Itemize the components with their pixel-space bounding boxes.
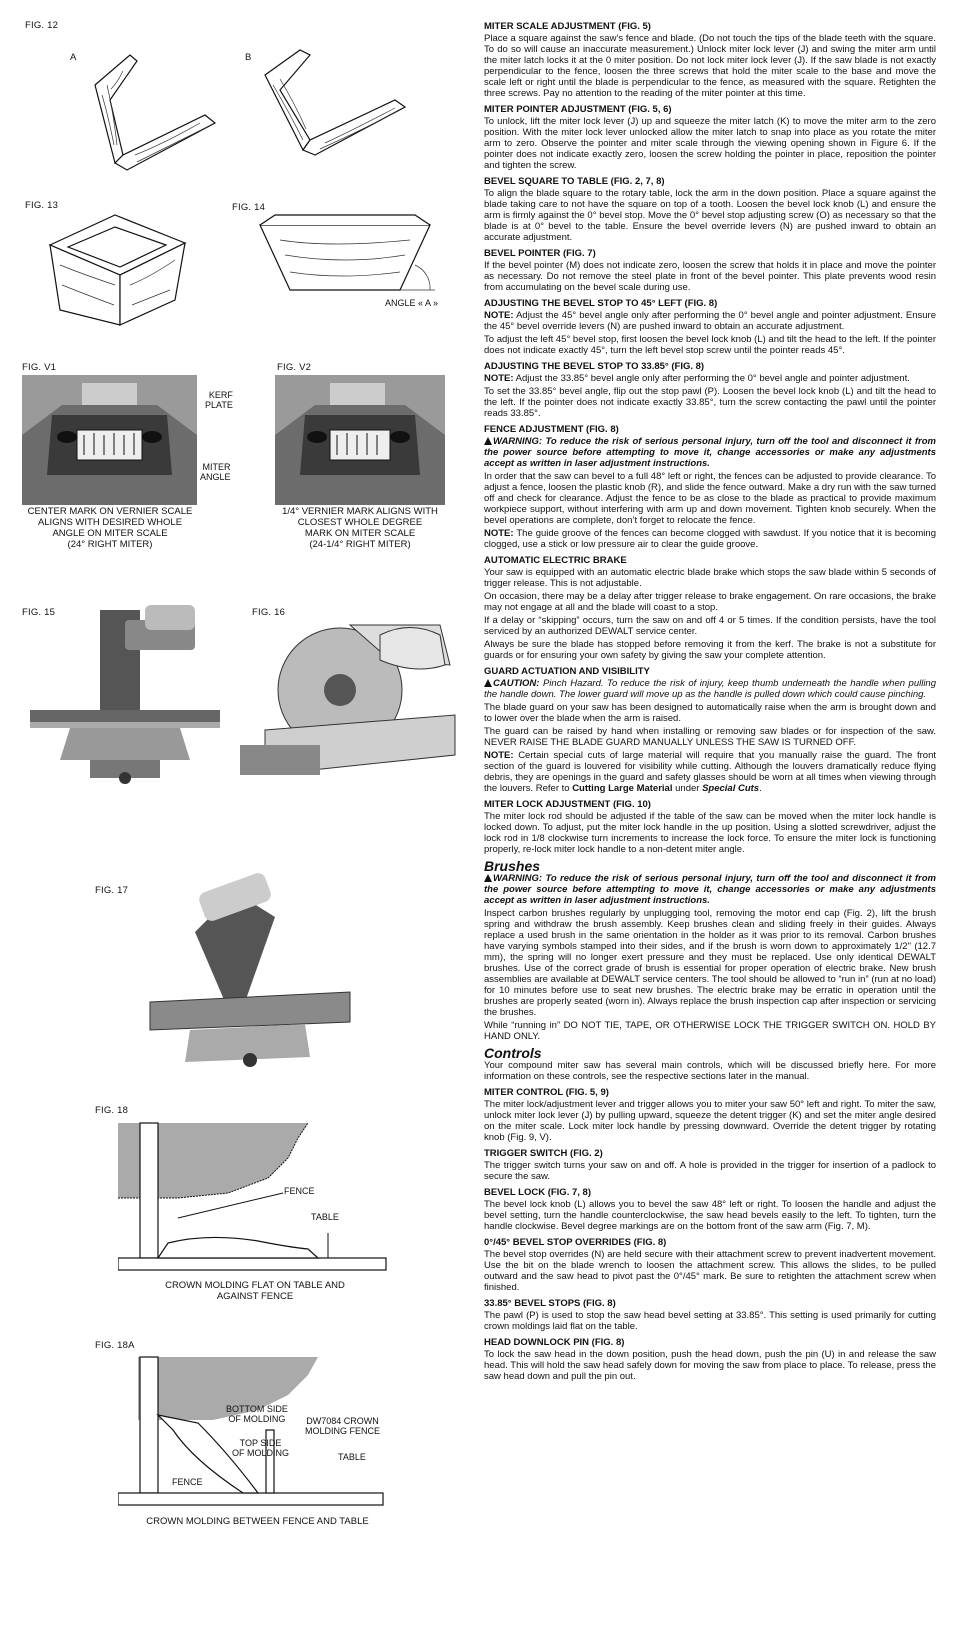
warning-text xyxy=(484,873,936,906)
fig17-saw-photo xyxy=(145,872,355,1072)
fig18a-label: FIG. 18A xyxy=(95,1340,135,1351)
section-body: Your compound miter saw has several main controls, which will be discussed briefly here. For more information on these controls, see the respective sections later in the manual. xyxy=(484,1060,936,1082)
note-text: The guide groove of the fences can become clogged with sawdust. If you notice that it is becoming clogged, use a stick or low pressure air to clear the guide groove. xyxy=(484,528,936,550)
fig15-label: FIG. 15 xyxy=(22,607,56,618)
section-body: The trigger switch turns your saw on and off. A hole is provided in the trigger for insertion of a padlock to secure the saw. xyxy=(484,1160,936,1182)
fig14-angle-illustration xyxy=(250,210,440,310)
caution-text xyxy=(484,678,936,700)
caution-icon xyxy=(484,679,492,687)
fig12-b-label: B xyxy=(245,52,252,63)
warning-icon xyxy=(484,874,492,882)
section-heading: AUTOMATIC ELECTRIC BRAKE xyxy=(484,555,627,566)
warning-icon xyxy=(484,437,492,445)
note-text: Adjust the 45° bevel angle only after performing the 0° bevel angle and pointer adjustment. Ensure the 45° bevel override levers (N) are pushed inward to obtain an accurate adjustment. xyxy=(484,310,936,332)
section-heading: MITER SCALE ADJUSTMENT (FIG. 5) xyxy=(484,21,651,32)
section-heading: MITER CONTROL (FIG. 5, 9) xyxy=(484,1087,609,1098)
fig16-label: FIG. 16 xyxy=(252,607,286,618)
figv2-vernier-illustration xyxy=(275,375,445,505)
note-label: NOTE: xyxy=(484,310,514,321)
fig18a-dw-label: DW7084 CROWN MOLDING FENCE xyxy=(305,1416,381,1436)
fig18-crown-flat-diagram xyxy=(118,1118,388,1278)
fig12b-miter-joint-illustration xyxy=(255,45,415,160)
section-heading: FENCE ADJUSTMENT (FIG. 8) xyxy=(484,424,619,435)
section-heading: BEVEL POINTER (FIG. 7) xyxy=(484,248,596,259)
warning-body: WARNING: To reduce the risk of serious personal injury, turn off the tool and disconnect it from the power source before attempting to move it, change accessories or make any adjustments accept as written in laser adjustment instructions. xyxy=(484,873,936,906)
section-body: Your saw is equipped with an automatic electric blade brake which stops the saw blade within 5 seconds of trigger release. This is not adjustable. xyxy=(484,567,936,589)
reference-text: Cutting Large Material xyxy=(572,783,673,794)
note-text: Adjust the 33.85° bevel angle only after performing the 0° bevel angle and pointer adjustment. xyxy=(513,373,910,384)
section-body: The blade guard on your saw has been designed to automatically raise when the arm is brought down and to lower over the blade when the arm is raised. xyxy=(484,702,936,724)
fig17-label: FIG. 17 xyxy=(95,885,129,896)
section-heading: MITER POINTER ADJUSTMENT (FIG. 5, 6) xyxy=(484,104,672,115)
section-heading: ADJUSTING THE BEVEL STOP TO 45° LEFT (FIG. 8) xyxy=(484,298,718,309)
figv1-caption: CENTER MARK ON VERNIER SCALE ALIGNS WITH DESIRED WHOLE ANGLE ON MITER SCALE (24° RIGHT MITER) xyxy=(27,506,193,550)
fig14-label: FIG. 14 xyxy=(232,202,266,213)
section-heading: 0°/45° BEVEL STOP OVERRIDES (FIG. 8) xyxy=(484,1237,667,1248)
fig18-table-label: TABLE xyxy=(311,1212,339,1222)
section-heading: TRIGGER SWITCH (FIG. 2) xyxy=(484,1148,603,1159)
section-heading: ADJUSTING THE BEVEL STOP TO 33.85° (FIG. 8) xyxy=(484,361,705,372)
section-heading: BEVEL SQUARE TO TABLE (FIG. 2, 7, 8) xyxy=(484,176,665,187)
note-label: NOTE: xyxy=(484,528,514,539)
caution-label: CAUTION: xyxy=(493,678,540,689)
section-body xyxy=(484,373,936,384)
section-body xyxy=(484,750,936,794)
figures-column xyxy=(0,0,470,1648)
fig18a-caption: CROWN MOLDING BETWEEN FENCE AND TABLE xyxy=(146,1516,369,1527)
caution-body: Pinch Hazard. To reduce the risk of injury, keep thumb underneath the handle when pulling the handle down. The lower guard will move up as the handle is pulled down which could cause pinching. xyxy=(484,678,936,700)
section-body: Always be sure the blade has stopped before removing it from the kerf. The brake is not a substitute for guards or for ensuring your own safety by giving the saw your complete attention. xyxy=(484,639,936,661)
section-heading: HEAD DOWNLOCK PIN (FIG. 8) xyxy=(484,1337,625,1348)
section-body: On occasion, there may be a delay after trigger release to brake engagement. On rare occasions, the brake may not engage at all and the blade will coast to a stop. xyxy=(484,591,936,613)
fig16-saw-hand-photo xyxy=(240,615,460,775)
section-body: To set the 33.85° bevel angle, flip out the stop pawl (P). Loosen the bevel lock knob (L) and tilt the head to the left. If the pointer does not indicate exactly 33.85°, turn the screw contacting the pawl until the pointer reads 33.85°. xyxy=(484,386,936,419)
figv1-kerf-label: KERF PLATE xyxy=(205,390,233,410)
section-body: In order that the saw can bevel to a full 48° left or right, the fences can be adjusted to provide clearance. To adjust a fence, loosen the plastic knob (R), and slide the fence outward. Make a dry run with the saw turned off and check for clearance. Adjust the fence to be as close to the blade as practical to provide maximum workpiece support, without interfering with arm up and down movement. Tighten knob securely. When the bevel operations are complete, don’t forget to relocate the fence. xyxy=(484,471,936,526)
warning-text xyxy=(484,436,936,469)
figv2-caption: 1/4° VERNIER MARK ALIGNS WITH CLOSEST WHOLE DEGREE MARK ON MITER SCALE (24-1/4° RIGHT MITER) xyxy=(282,506,438,550)
fig18a-fence-label: FENCE xyxy=(172,1477,203,1487)
warning-body: WARNING: To reduce the risk of serious personal injury, turn off the tool and disconnect it from the power source before attempting to move it, change accessories or make any adjustments accept as written in laser adjustment instructions. xyxy=(484,436,936,469)
note-text: under xyxy=(672,783,703,794)
instructions-column xyxy=(484,16,936,1384)
section-body: While “running in” DO NOT TIE, TAPE, OR OTHERWISE LOCK THE TRIGGER SWITCH ON. HOLD BY HAND ONLY. xyxy=(484,1020,936,1042)
section-heading: BEVEL LOCK (FIG. 7, 8) xyxy=(484,1187,591,1198)
controls-heading: Controls xyxy=(484,1045,542,1061)
section-body xyxy=(484,528,936,550)
section-body: If the bevel pointer (M) does not indicate zero, loosen the screw that holds it in place and move the pointer as necessary. Do not remove the steel plate in front of the bevel pointer. This plate prevents wood resin from accumulating on the bevel scale during use. xyxy=(484,260,936,293)
fig12a-miter-joint-illustration xyxy=(75,45,225,175)
section-body: The bevel lock knob (L) allows you to bevel the saw 48° left or right. To loosen the handle and adjust the bevel setting, turn the handle counterclockwise, the saw head bevels easily to the left. To tighten, turn the handle clockwise. Bevel degree markings are on the bottom front of the saw arm (Fig. 7, M). xyxy=(484,1199,936,1232)
section-body: The miter lock rod should be adjusted if the table of the saw can be moved when the miter lock handle is locked down. To adjust, put the miter lock handle in the up position. Using a slotted screwdriver, adjust the lock rod in 1/8 clockwise turn increments to increase the lock force. To ensure the miter lock is functioning properly, re-lock miter lock handle to a non-detent miter angle. xyxy=(484,811,936,855)
fig18a-table-label: TABLE xyxy=(338,1452,366,1462)
figv2-label: FIG. V2 xyxy=(277,362,312,373)
fig13-label: FIG. 13 xyxy=(25,200,59,211)
note-label: NOTE: xyxy=(484,373,514,384)
reference-text: Special Cuts xyxy=(702,783,760,794)
fig14-angle-label: ANGLE « A » xyxy=(385,298,439,308)
section-body: The bevel stop overrides (N) are held secure with their attachment screw to prevent inadvertent movement. Use the bit on the blade wrench to loosen the attachment screw. This allows the slides, to be pulled outward and the saw head to pivot past the 0°/45° mark. Be sure to retighten the attachment screw when finished. xyxy=(484,1249,936,1293)
section-heading: 33.85° BEVEL STOPS (FIG. 8) xyxy=(484,1298,616,1309)
section-heading: MITER LOCK ADJUSTMENT (FIG. 10) xyxy=(484,799,651,810)
section-body: The pawl (P) is used to stop the saw head bevel setting at 33.85°. This setting is used primarily for cutting crown moldings laid flat on the table. xyxy=(484,1310,936,1332)
brushes-heading: Brushes xyxy=(484,858,541,874)
section-body: To align the blade square to the rotary table, lock the arm in the down position. Place a square against the blade taking care to not have the square on top of a tooth. Loosen the bevel lock knob (L) and ensure the arm is firmly against the 0° bevel stop. Move the 0° bevel stop adjusting screw (O) as necessary so that the blade is at 0° bevel to the table. Ensure the bevel override levers (N) are pushed inward to obtain an accurate adjustment. xyxy=(484,188,936,243)
fig18-fence-label: FENCE xyxy=(284,1186,315,1196)
section-body: Inspect carbon brushes regularly by unplugging tool, removing the motor end cap (Fig. 2), lift the brush spring and withdraw the brush assembly. Keep brushes clean and sliding freely in their guides. Always replace a used brush in the same orientation in the holder as it was prior to its removal. Carbon brushes have varying symbols stamped into their sides, and if the brush is worn down to approximately 1/2" (12.7 mm), the spring will no longer exert pressure and they must be replaced. Use only identical DEWALT brushes. Use of the correct grade of brush is essential for proper operation of electric brake. New brush assemblies are available at DEWALT service centers. The tool should be allowed to “run in” (run at no load) for 10 minutes before use to seat new brushes. The electric brake may be erratic in operation until the brushes are properly seated (worn in). Always replace the brush inspection cap after inspection or servicing the brushes. xyxy=(484,908,936,1018)
section-body xyxy=(484,310,936,332)
section-body: The guard can be raised by hand when installing or removing saw blades or for inspection of the saw. NEVER RAISE THE BLADE GUARD MANUALLY UNLESS THE SAW IS TURNED OFF. xyxy=(484,726,936,748)
fig18-caption: CROWN MOLDING FLAT ON TABLE AND AGAINST FENCE xyxy=(165,1280,345,1302)
section-body: Place a square against the saw’s fence and blade. (Do not touch the tips of the blade teeth with the square. To do so will cause an inaccurate measurement.) Unlock miter lock lever (J) and swing the miter arm until the miter latch locks it at the 0 miter position. Do not lock miter lock lever (J). If the saw blade is not exactly perpendicular to the fence, loosen the three screws that hold the miter scale to the base and move the scale left or right until the blade is perpendicular to the fence, as measured with the square. Retighten the three screws. Pay no attention to the reading of the miter pointer at this time. xyxy=(484,33,936,99)
fig18a-bottom-label: BOTTOM SIDE OF MOLDING xyxy=(226,1404,288,1424)
note-label: NOTE: xyxy=(484,750,514,761)
fig12-label: FIG. 12 xyxy=(25,20,59,31)
fig13-box-illustration xyxy=(40,205,190,330)
figv1-miter-label: MITER ANGLE xyxy=(200,462,231,482)
figv1-vernier-illustration xyxy=(22,375,197,505)
section-body: To adjust the left 45° bevel stop, first loosen the bevel lock knob (L) and tilt the head to the left. If the pointer does not indicate exactly 45°, turn the left bevel stop screw until the pointer reads 45°. xyxy=(484,334,936,356)
fig15-saw-photo xyxy=(30,600,220,790)
section-body: To unlock, lift the miter lock lever (J) up and squeeze the miter latch (K) to move the miter arm to the zero position. With the miter lock lever unlocked allow the miter latch to snap into place as you rotate the miter arm to zero. Observe the pointer and miter scale through the viewing opening shown in Figure 6. If the pointer does not indicate exactly zero, loosen the screw holding the pointer in place, reposition the pointer and tighten the screw. xyxy=(484,116,936,171)
fig12-a-label: A xyxy=(70,52,77,63)
section-body: If a delay or “skipping” occurs, turn the saw on and off 4 or 5 times. If the condition persists, have the tool serviced by an authorized DEWALT service center. xyxy=(484,615,936,637)
section-body: To lock the saw head in the down position, push the head down, push the pin (U) in and release the saw head. This will hold the saw head safely down for moving the saw from place to place. To release, press the saw head down and pull the pin out. xyxy=(484,1349,936,1382)
note-text: Certain special cuts of large material will require that you manually raise the guard. The front section of the guard is louvered for visibility while cutting. Although the louvers dramatically reduce flying debris, they are openings in the guard and safety glasses should be worn at all times when viewing through the louvers. Refer to xyxy=(484,750,936,794)
fig18a-top-label: TOP SIDE OF MOLDING xyxy=(232,1438,290,1458)
figv1-label: FIG. V1 xyxy=(22,362,57,373)
section-body: The miter lock/adjustment lever and trigger allows you to miter your saw 50° left and right. To miter the saw, unlock miter lock lever (J) by pulling upward, squeeze the detent trigger (K) and set the miter angle desired on the miter scale. Lock miter lock handle by pressing downward. Override the detent trigger by rotating knob (Fig. 9, V). xyxy=(484,1099,936,1143)
fig18-label: FIG. 18 xyxy=(95,1105,129,1116)
section-heading: GUARD ACTUATION AND VISIBILITY xyxy=(484,666,650,677)
note-text: . xyxy=(759,783,762,794)
